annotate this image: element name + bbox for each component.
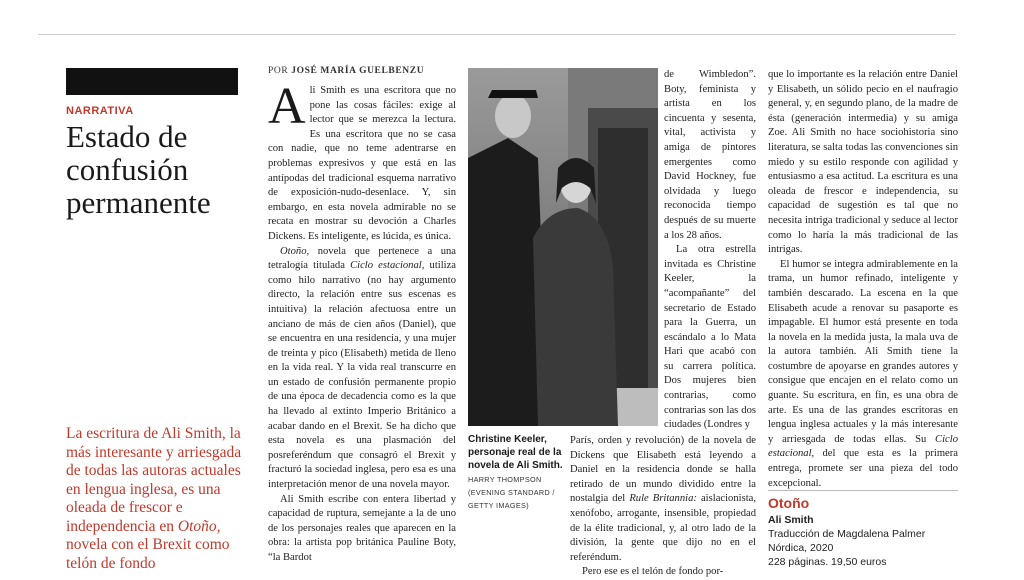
book-publisher: Nórdica, 2020 xyxy=(768,542,834,554)
photo-credit: HARRY THOMPSON (EVENING STANDARD / GETTY IMAGES) xyxy=(468,474,555,511)
series-title-ref: Ciclo estacional, xyxy=(768,433,958,460)
byline xyxy=(268,66,424,76)
photo-caption xyxy=(468,433,564,512)
paragraph xyxy=(268,78,456,245)
header-bar xyxy=(66,68,238,95)
paragraph: La otra estrella invitada es Christine Keeler, la “acompañante” del secretario de Estado para la Guerra, un escándalo a lo Mata Hari que acabó con su carrera política. Dos mujeres bien contrarias, como contrarias son las dos ciudades (Londres y xyxy=(664,244,756,431)
paragraph-text: li Smith es una escritora que no pone las cosas fáciles: exige al lector que se merezca la lectura. Es una escritora que no se casa con nadie, que no teme adentrarse en problemas expresivos y que está en las antípodas del tradicional esquema narrativo de exposición-nudo-desenlace. Y, sin embargo, en esta novela admirable no se recata en mostrar su devoción a Charles Dickens. Es inteligente, es lúcida, es única. xyxy=(268,85,456,242)
caption-text: Christine Keeler, personaje real de la novela de Ali Smith. xyxy=(468,434,563,472)
book-title-ref: Otoño, xyxy=(280,245,310,257)
book-details: 228 páginas. 19,50 euros xyxy=(768,556,887,568)
article-column-1 xyxy=(268,78,456,566)
section-label: NARRATIVA xyxy=(66,105,134,117)
dropcap: A xyxy=(268,78,306,135)
paragraph: Pero ese es el telón de fondo por- xyxy=(582,566,724,578)
paragraph: Ali Smith escribe con entera libertad y capacidad de ruptura, semejante a la de uno de los personajes reales que aparecen en la obra: la artista pop británica Pauline Boty, “la Bardot xyxy=(268,493,456,563)
standfirst xyxy=(66,425,246,573)
paragraph-text: El humor se integra admirablemente en la trama, un humor refinado, inteligente y también descarado. La escena en la que Elisabeth acude a renovar su pasaporte es impagable. El humor está presente en toda la novela en la medida justa, la mala uva de la autora también. Ali Smith tiene la costumbre de apoyarse en grandes autores y consigue que encajen en el relato como un guante. Su escritura, en fin, es una obra de arte. Es una de las grandes escritoras en lengua inglesa actuales y la más interesante y arriesgada de todas ellas. Su xyxy=(768,258,958,445)
byline-author: JOSÉ MARÍA GUELBENZU xyxy=(291,66,425,76)
article-column-3 xyxy=(768,68,958,491)
paragraph xyxy=(570,434,756,565)
series-title-ref: Ciclo estacional, xyxy=(350,260,425,272)
book-title: Otoño xyxy=(768,495,810,511)
article-column-2-bottom xyxy=(570,434,756,580)
paragraph: de Wimbledon”. Boty, feminista y artista en los cincuenta y sesenta, vital, activista y amiga de pintores emergentes como David Hockney, fue olvidada y luego reconocida tiempo después de su muerte a los 28 años. xyxy=(664,69,756,241)
standfirst-title: Otoño, xyxy=(177,517,221,535)
book-translation: Traducción de Magdalena Palmer xyxy=(768,528,926,540)
paragraph-text: del que esta es la primera entrega, promete ser una pieza del todo excepcional. xyxy=(768,448,958,489)
paragraph: que lo importante es la relación entre Daniel y Elisabeth, un sólido pecio en el naufragio general, y, en segundo plano, de la madre de ésta (generación intermedia) y su amiga Zoe. Ali Smith no hace sociohistoria sino literatura, se salta todas las convenciones sin miedo y su estilo responde con agilidad y entusiasmo a esa actitud. La escritura es una oleada de frescor e independencia, su capacidad de sugestión es tal que no necesita intriga tradicional y seduce al lector como lo haría la más tradicional de las intrigas. xyxy=(768,69,958,256)
book-info-rule xyxy=(768,490,958,491)
book-author: Ali Smith xyxy=(768,514,814,526)
top-rule xyxy=(38,34,956,35)
photo-christine-keeler xyxy=(468,68,658,426)
paragraph xyxy=(768,258,958,492)
paragraph-text: aislacionista, xenófobo, arrogante, insensible, propiedad de la élite tradicional, y, al otro lado de la división, la gente que dijo no en el referéndum. xyxy=(570,493,756,563)
headline: Estado de confusión permanente xyxy=(66,119,211,220)
paragraph-text: París, orden y revolución) de la novela de Dickens que Elisabeth está leyendo a Daniel en la residencia donde se halla retirado de un mundo dividido entre la nostalgia del xyxy=(570,435,756,505)
rule-britannia-ref: Rule Britannia: xyxy=(629,493,697,505)
byline-prefix: POR xyxy=(268,66,289,76)
paragraph-text: utiliza como hilo narrativo (no hay argumento directo, la relación entre sus escenas es intuitiva) la relación afectuosa entre un anciano de más de cien años (Daniel), que se encuentra en una residencia, y una mujer de treinta y pico (Elisabeth) metida de lleno en la vida real. Y la vida real transcurre en un estado de confusión permanente propio de una época de decadencia como es la que ha llevado al extinto Imperio Británico a acabar dando en el Brexit. Se ha dicho que esta novela es una plasmación del posreferéndum que consagró el Brexit y fracturó la sociedad inglesa, pero esa es una interpretación menor de una novela mayor. xyxy=(268,260,456,491)
article-column-2-top xyxy=(664,68,756,433)
paragraph-text: novela que pertenece a una tetralogía titulada xyxy=(268,245,456,272)
paragraph xyxy=(268,245,456,493)
standfirst-text-end: novela con el Brexit como telón de fondo xyxy=(66,536,230,572)
standfirst-text: La escritura de Ali Smith, la más interesante y arriesgada de todas las autoras actuales en lengua inglesa, es una oleada de frescor e independencia en xyxy=(66,425,242,535)
